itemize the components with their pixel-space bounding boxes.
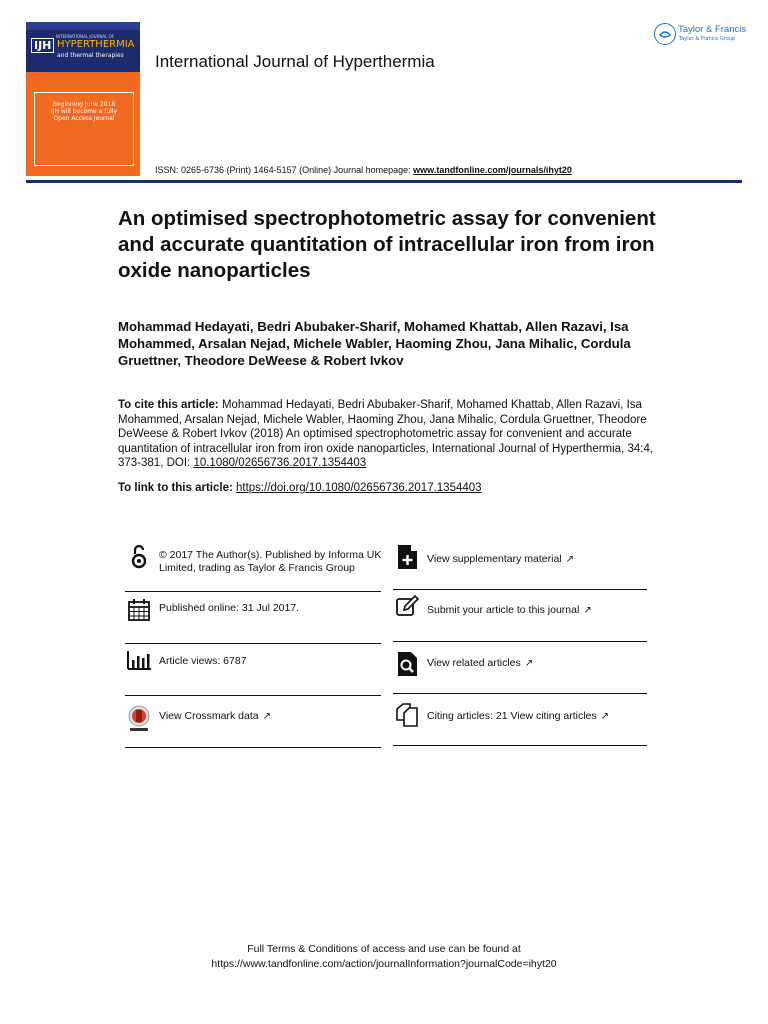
issn-line [155, 165, 572, 175]
external-link-icon: ↗ [262, 711, 271, 722]
documents-icon [393, 701, 421, 729]
related-label: View related articles [427, 657, 521, 669]
submit-label: Submit your article to this journal [427, 604, 580, 616]
cover-strip [26, 22, 140, 30]
supplementary-link[interactable] [427, 553, 574, 567]
views-cell [125, 644, 381, 696]
article-authors: Mohammad Hedayati, Bedri Abubaker-Sharif, Mohamed Khattab, Allen Razavi, Isa Mohammed, Arsalan Nejad, Michele Wabler, Haoming Zhou, Jana Mihalic, Cordula Gruettner, Theodore DeWeese & Robert Ivkov [118, 319, 631, 368]
crossmark-label: View Crossmark data [159, 710, 259, 722]
bar-chart-icon [125, 646, 153, 674]
cover-subtitle: and thermal therapies [57, 52, 124, 59]
external-link-icon: ↗ [565, 554, 575, 565]
cover-ijh-logo: IJH [31, 38, 54, 53]
citing-cell[interactable] [393, 694, 647, 746]
external-link-icon: ↗ [524, 658, 534, 669]
open-access-cell [125, 537, 381, 592]
citing-label: Citing articles: 21 View citing articles [427, 710, 597, 722]
supplementary-cell[interactable] [393, 537, 647, 590]
related-cell[interactable] [393, 642, 647, 694]
journal-cover-image[interactable] [26, 22, 140, 176]
cite-label: To cite this article: [118, 399, 219, 411]
search-document-icon [393, 650, 421, 678]
published-cell [125, 592, 381, 644]
cover-announcement [35, 101, 133, 122]
article-link-line [118, 482, 482, 494]
submit-article-link[interactable] [427, 604, 592, 618]
crossmark-icon [125, 704, 153, 732]
cell-divider [125, 747, 381, 749]
published-date: Published online: 31 Jul 2017. [159, 602, 300, 614]
header-rule [26, 180, 742, 183]
cover-announcement-box [34, 92, 134, 166]
article-views: Article views: 6787 [159, 655, 247, 667]
crossmark-cell[interactable] [125, 696, 381, 748]
related-articles-link[interactable] [427, 657, 533, 671]
publisher-name: Taylor & Francis [678, 24, 747, 35]
cover-box-line2: IJH will become a fully [50, 108, 118, 115]
link-label: To link to this article: [118, 482, 236, 494]
footer-terms [0, 942, 768, 972]
citing-articles-link[interactable] [427, 710, 609, 724]
document-plus-icon [393, 543, 421, 571]
publisher-group: Taylor & Francis Group [679, 36, 736, 42]
publisher-logo[interactable] [654, 23, 746, 47]
article-title: An optimised spectrophotometric assay for convenient and accurate quantitation of intracellular iron from iron oxide nanoparticles [118, 207, 656, 282]
cover-box-line1: Beginning June 2018 [52, 101, 116, 108]
issn-text: ISSN: 0265-6736 (Print) 1464-5157 (Online) Journal homepage: [155, 165, 414, 175]
taylor-francis-logo-icon [654, 23, 676, 45]
open-access-text: © 2017 The Author(s). Published by Informa UK Limited, trading as Taylor & Francis Group [159, 549, 382, 574]
open-access-lock-icon [125, 543, 153, 571]
cover-box-line3: Open Access Journal [53, 115, 115, 122]
article-url-link[interactable]: https://doi.org/10.1080/02656736.2017.1354403 [236, 482, 482, 494]
cover-title: HYPERTHERMIA [57, 39, 135, 50]
supplementary-label: View supplementary material [427, 553, 562, 565]
doi-link[interactable]: 10.1080/02656736.2017.1354403 [193, 457, 367, 470]
footer-terms-link[interactable]: https://www.tandfonline.com/action/journalInformation?journalCode=ihyt20 [211, 958, 557, 970]
cover-tiny-line: INTERNATIONAL JOURNAL OF [56, 34, 115, 39]
journal-homepage-link[interactable]: www.tandfonline.com/journals/ihyt20 [413, 165, 572, 175]
calendar-icon [125, 596, 153, 624]
crossmark-link[interactable] [159, 710, 271, 724]
external-link-icon: ↗ [600, 711, 610, 722]
footer-line1: Full Terms & Conditions of access and use can be found at [247, 943, 521, 955]
cell-divider [393, 745, 647, 747]
cite-text: Mohammad Hedayati, Bedri Abubaker-Sharif, Mohamed Khattab, Allen Razavi, Isa Mohammed, Arsalan Nejad, Michele Wabler, Haoming Zhou, Jana Mihalic, Cordula Gruettner, Theodore DeWeese & Robert Ivkov (2018) An optimised spectrophotometric assay for convenient and accurate quantitation of intracellular iron from iron oxide nanoparticles, International Journal of Hyperthermia, 34:4, 373-381, DOI: [118, 399, 654, 470]
external-link-icon: ↗ [583, 605, 592, 616]
edit-pencil-icon [393, 592, 421, 620]
submit-cell[interactable] [393, 590, 647, 642]
citation-block [118, 398, 658, 471]
journal-title: International Journal of Hyperthermia [155, 52, 435, 71]
